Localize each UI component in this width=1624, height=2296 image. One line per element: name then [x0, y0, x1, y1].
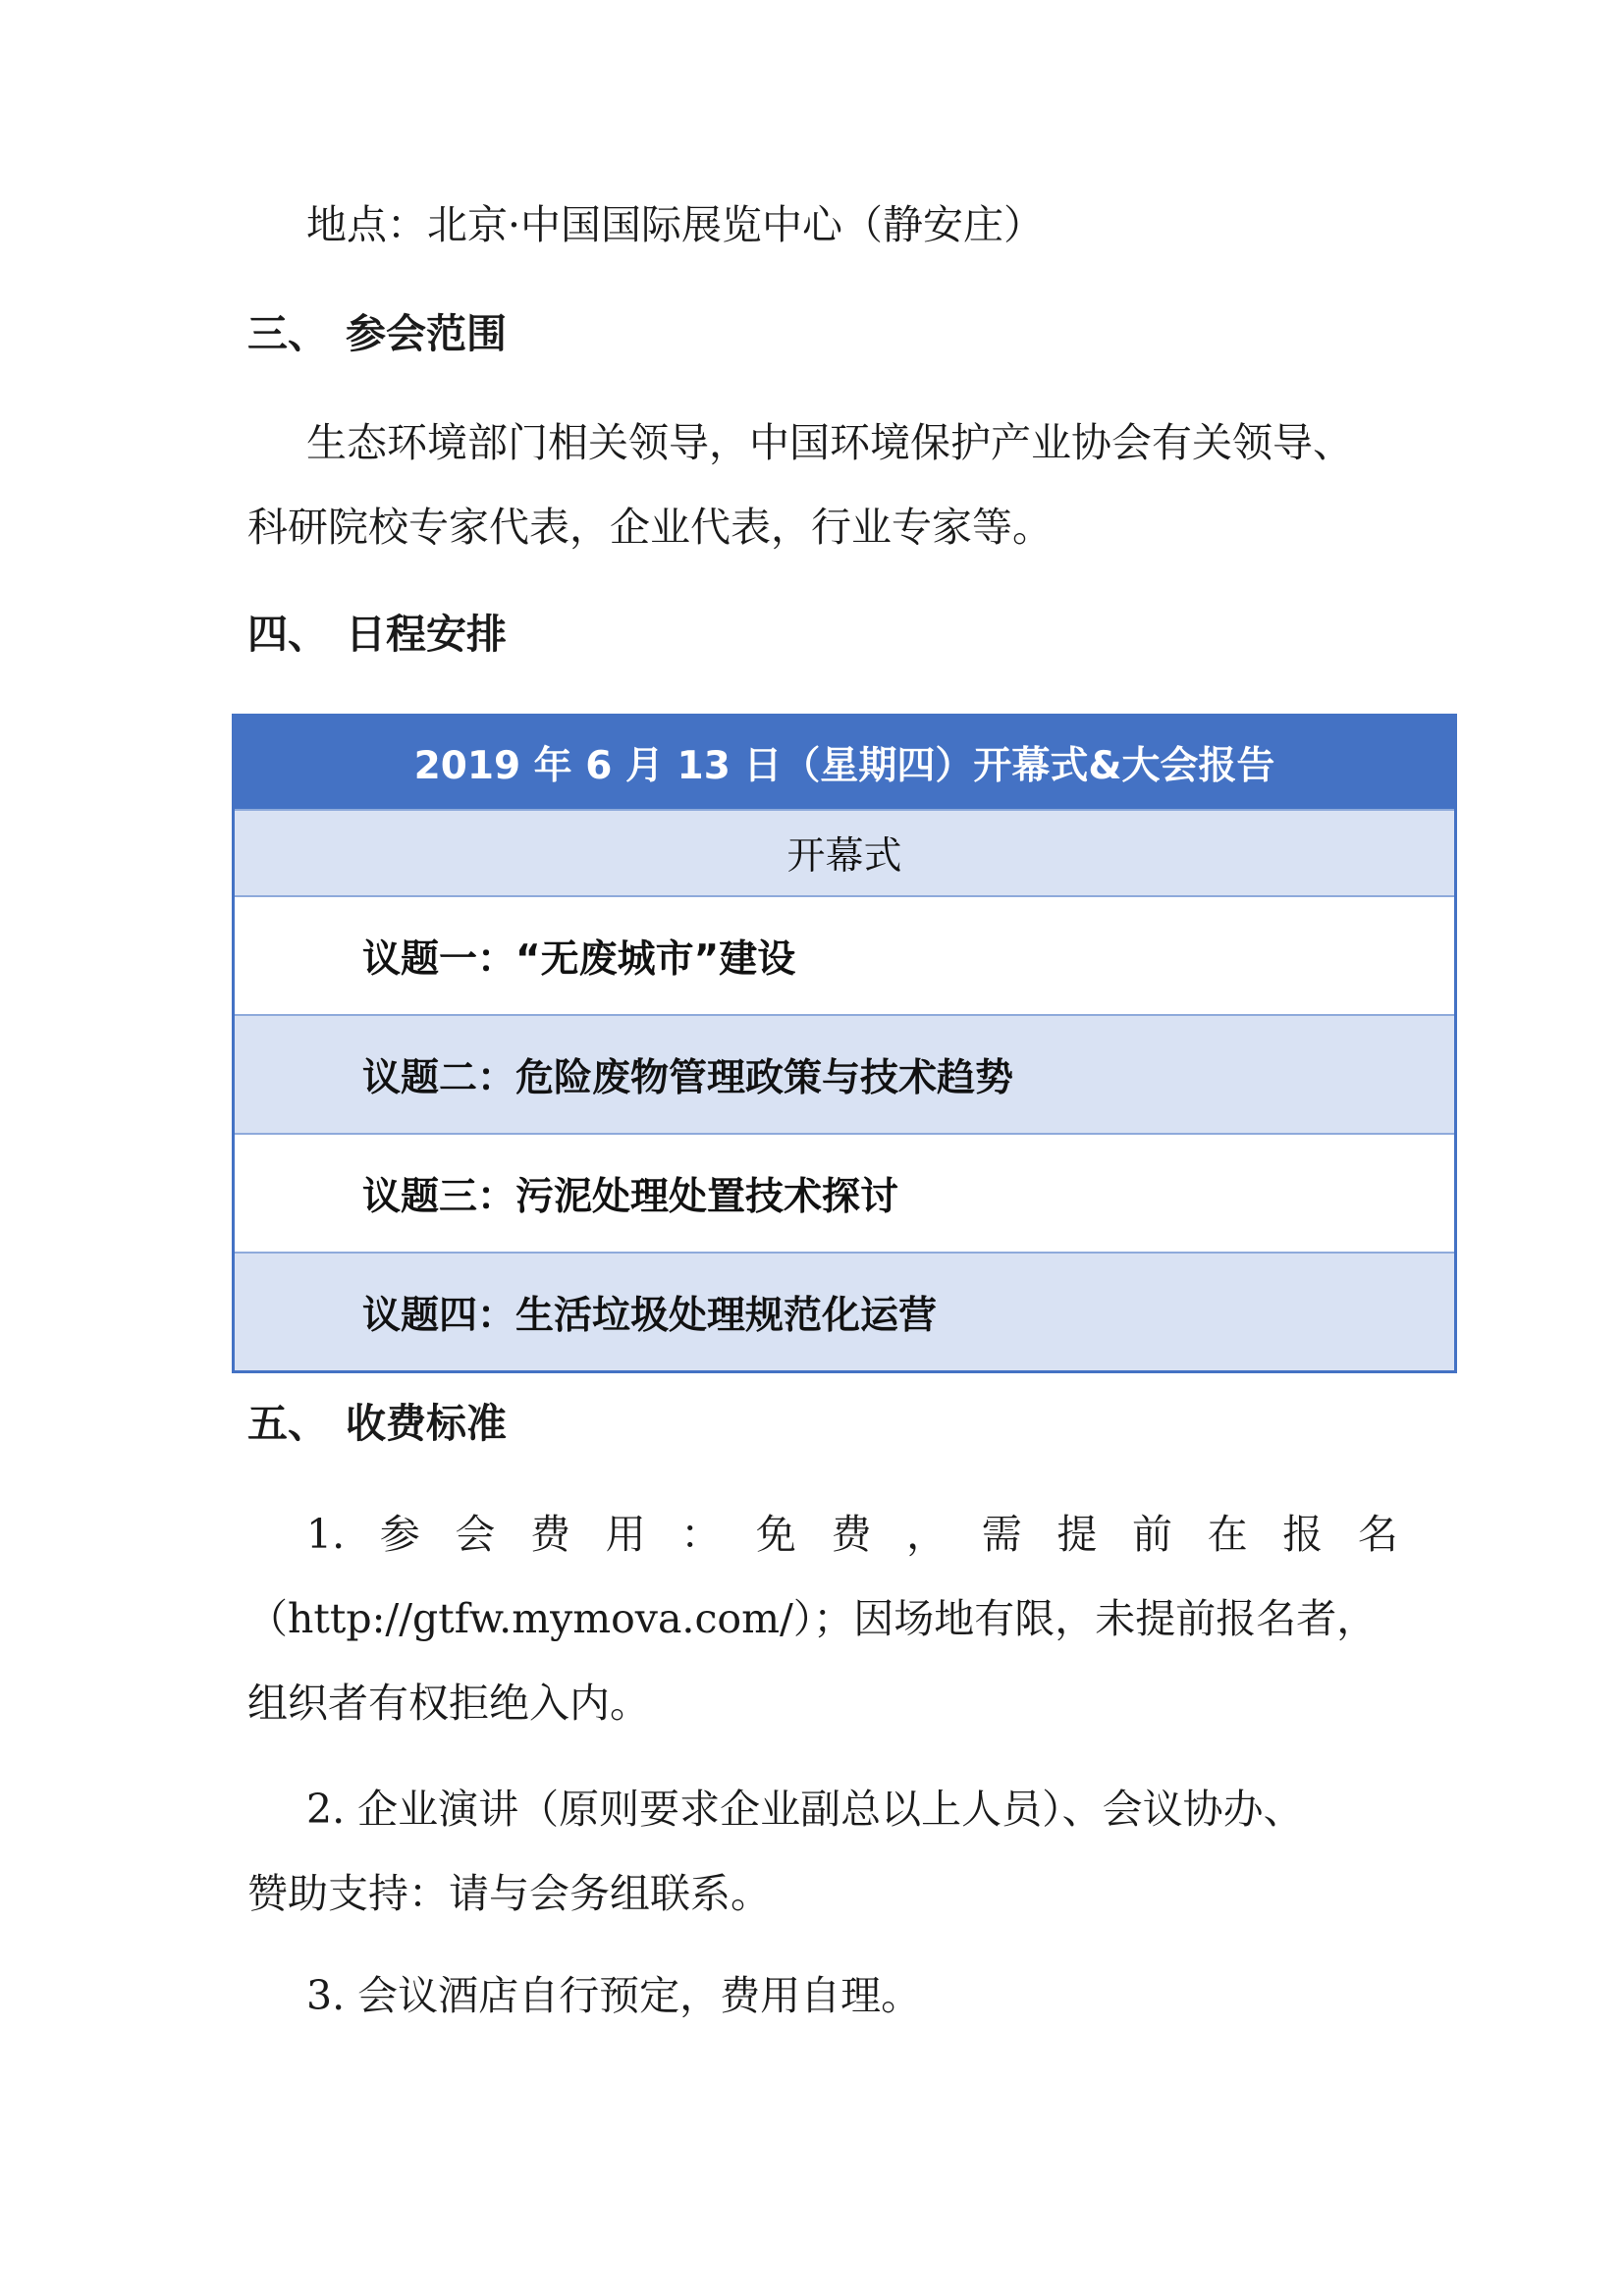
fee-item-1-char: 在 [1207, 1511, 1248, 1558]
fee-item-1-line-1 [247, 1492, 1398, 1576]
fee-item-1 [247, 1492, 1398, 1745]
section-3-heading [247, 304, 507, 363]
section-3-body [247, 400, 1414, 569]
schedule-topic-row: 议题一：“无废城市”建设 [235, 895, 1454, 1014]
section-4-title: 日程安排 [346, 611, 507, 658]
schedule-header-row: 2019 年 6 月 13 日（星期四）开幕式&大会报告 [235, 717, 1454, 809]
fee-item-1-char: 前 [1132, 1511, 1172, 1558]
fee-item-1-char: 费 [530, 1511, 570, 1558]
fee-item-1-line-3: 组织者有权拒绝入内。 [247, 1680, 650, 1727]
fee-item-2-line-1: 2. 企业演讲（原则要求企业副总以上人员）、会议协办、 [306, 1786, 1304, 1833]
fee-item-1-char: 需 [981, 1511, 1022, 1558]
fee-item-1-line-2: （http://gtfw.mymova.com/）；因场地有限，未提前报名者， [247, 1595, 1378, 1642]
fee-item-1-char: ， [906, 1511, 947, 1558]
fee-item-1-char: ： [680, 1511, 722, 1558]
section-3-body-line-1: 生态环境部门相关领导，中国环境保护产业协会有关领导、 [306, 419, 1353, 466]
schedule-topic-row: 议题三：污泥处理处置技术探讨 [235, 1133, 1454, 1252]
schedule-table [232, 714, 1457, 1373]
schedule-topic-row: 议题二：危险废物管理政策与技术趋势 [235, 1014, 1454, 1133]
section-5-title: 收费标准 [346, 1400, 507, 1447]
fee-item-1-char: 免 [755, 1511, 796, 1558]
section-5-heading [247, 1394, 507, 1453]
schedule-topic-row: 议题四：生活垃圾处理规范化运营 [235, 1252, 1454, 1370]
fee-item-1-char: 提 [1056, 1511, 1098, 1558]
fee-item-1-char: 名 [1357, 1511, 1398, 1558]
section-4-heading [247, 605, 507, 664]
section-3-number: 三、 [247, 310, 328, 357]
fee-item-1-char: 用 [605, 1511, 646, 1558]
fee-item-2 [247, 1767, 1414, 1936]
fee-item-1-char: 报 [1282, 1511, 1324, 1558]
fee-item-2-line-2: 赞助支持：请与会务组联系。 [247, 1870, 771, 1917]
venue-text: 地点：北京·中国国际展览中心（静安庄） [306, 201, 1045, 248]
section-4-number: 四、 [247, 611, 328, 658]
fee-item-1-char: 参 [379, 1511, 420, 1558]
section-3-title: 参会范围 [346, 310, 507, 357]
section-5-number: 五、 [247, 1400, 328, 1447]
fee-item-1-char: 会 [455, 1511, 496, 1558]
schedule-opening-row: 开幕式 [235, 809, 1454, 895]
fee-item-1-char: 费 [831, 1511, 872, 1558]
fee-item-3: 3. 会议酒店自行预定，费用自理。 [306, 1972, 922, 2019]
fee-item-1-char: 1. [306, 1511, 346, 1558]
section-3-body-line-2: 科研院校专家代表，企业代表，行业专家等。 [247, 504, 1053, 551]
